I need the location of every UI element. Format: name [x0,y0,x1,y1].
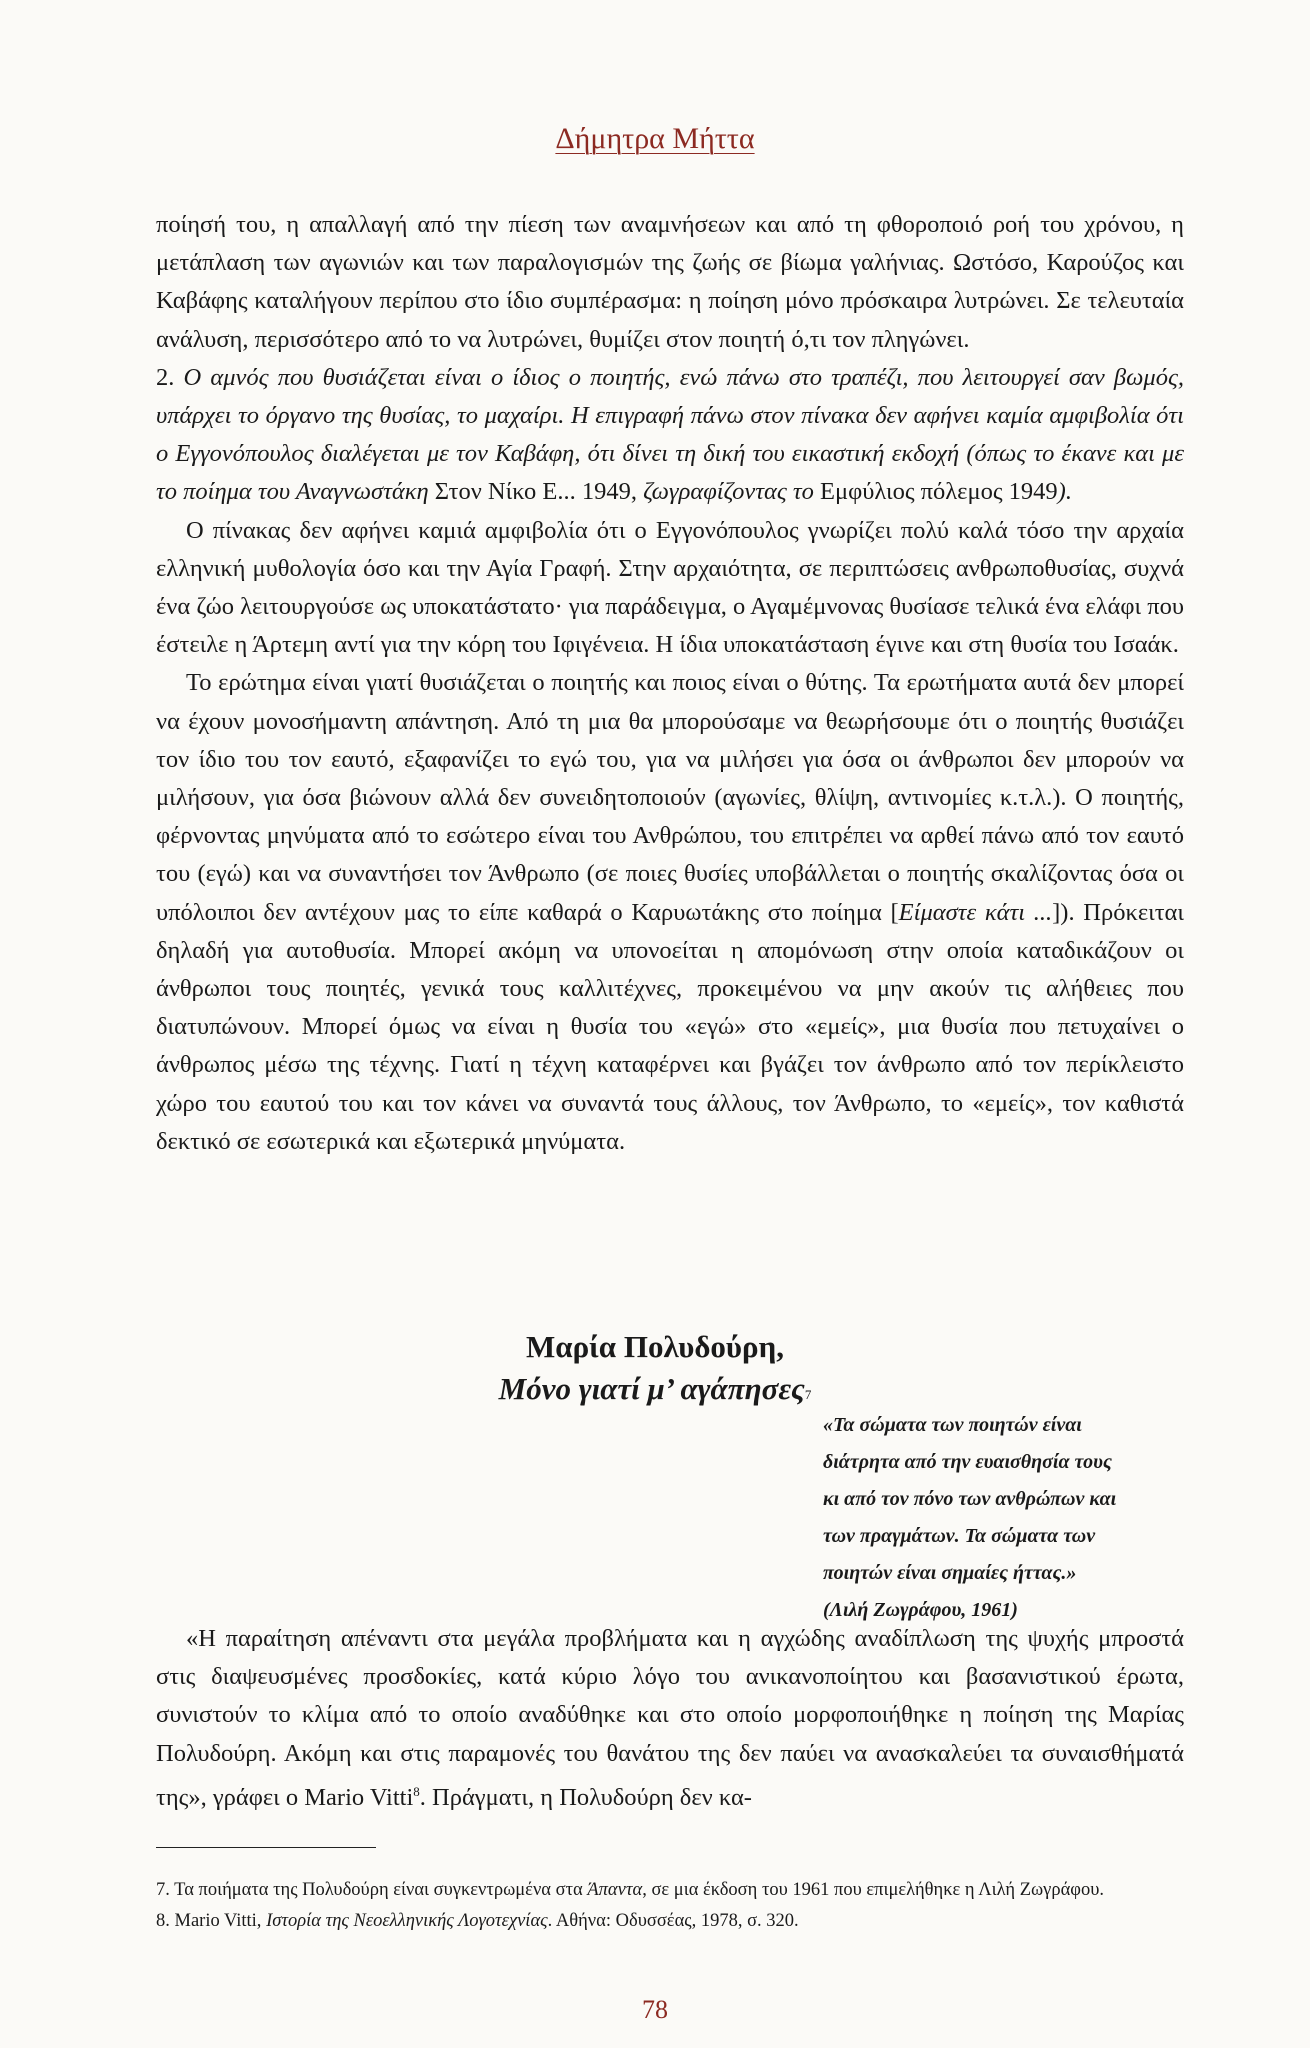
running-header: Δήμητρα Μήττα [555,122,755,155]
epigraph-line: ποιητών είναι σημαίες ήττας.» [823,1562,1077,1584]
epigraph [823,1407,1183,1629]
epigraph-line: κι από τον πόνο των ανθρώπων και [823,1488,1117,1510]
italic-text: Ο αμνός που θυσιάζεται είναι ο ίδιος ο ποιητής, ενώ πάνω στο τραπέζι, που λειτουργεί σαν βωμός, υπάρχει το όργανο της θυσίας, το μαχαίρι. Η επιγραφή πάνω στον πίνακα δεν αφήνει καμία αμφιβολία ότι ο Εγγονόπουλος διαλέγεται με τον Καβάφη, ότι δίνει τη δική του εικαστική εκδοχή (όπως το έκανε και με το ποίημα του Αναγνωστάκη [156,363,1185,506]
paragraph-text: Ο πίνακας δεν αφήνει καμιά αμφιβολία ότι ο Εγγονόπουλος γνωρίζει πολύ καλά τόσο την αρχαία ελληνική μυθολογία όσο και την Αγία Γραφή. Στην αρχαιότητα, σε περιπτώσεις ανθρωποθυσίας, συχνά ένα ζώο λειτουργούσε ως υποκατάστατο· για παράδειγμα, ο Αγαμέμνονας θυσίασε τελικά ένα ελάφι που έστειλε η Άρτεμη αντί για την κόρη του Ιφιγένεια. Η ίδια υποκατάσταση έγινε και στη θυσία του Ισαάκ. [156,516,1184,659]
painting-title-reference: Εμφύλιος πόλεμος 1949 [820,478,1058,506]
body-text-section-2 [156,1620,1184,1817]
section-heading [420,1326,890,1410]
footnote-text: . Αθήνα: Οδυσσέας, 1978, σ. 320. [547,1911,799,1931]
paragraph [156,206,1184,359]
paragraph-text: Το ερώτημα είναι γιατί θυσιάζεται ο ποιητής και ποιος είναι ο θύτης. Τα ερωτήματα αυτά δεν μπορεί να έχουν μονοσήμαντη απάντηση. Από τη μια θα μπορούσαμε να θεωρήσουμε ότι ο ποιητής θυσιάζει τον ίδιο του τον εαυτό, εξαφανίζει το εγώ του, για να μιλήσει για όσα οι άνθρωποι δεν μπορούν να μιλήσουν, για όσα βιώνουν αλλά δεν συνειδητοποιούν (αγωνίες, θλίψη, αντινομίες κ.τ.λ.). Ο ποιητής, φέρνοντας μηνύματα από το εσώτερο είναι του Ανθρώπου, του επιτρέπει να αρθεί πάνω από τον εαυτό του (εγώ) και να συναντήσει τον Άνθρωπο (σε ποιες θυσίες υποβάλλεται ο ποιητής σκαλίζοντας όσα οι υπόλοιποι δεν αντέχουν μας το είπε καθαρά ο Καρυωτάκης στο ποίημα [ [156,669,1184,926]
paragraph-text: . Πράγματι, η Πολυδούρη δεν κα- [419,1783,752,1811]
italic-text: ). [1057,478,1072,506]
paragraph-number: 2. [156,363,175,391]
paragraph [156,1620,1184,1817]
footnote-7 [156,1877,1184,1904]
paragraph-text: ]). Πρόκειται δηλαδή για αυτοθυσία. Μπορεί ακόμη να υπονοείται η απομόνωση στην οποία καταδικάζουν οι άνθρωποι τους ποιητές, γενικά τους καλλιτέχνες, προκειμένου να μην ακούν τις αλήθειες που διατυπώνουν. Μπορεί όμως να είναι η θυσία του «εγώ» στο «εμείς», μια θυσία που πετυχαίνει ο άνθρωπος μέσω της τέχνης. Γιατί η τέχνη καταφέρνει και βγάζει τον άνθρωπο από τον περίκλειστο χώρο του εαυτού του και τον κάνει να συναντά τους άλλους, τον Άνθρωπο, το «εμείς», τον καθιστά δεκτικό σε εσωτερικά και εξωτερικά μηνύματα. [156,898,1184,1155]
footnote-text: , σε μια έκδοση του 1961 που επιμελήθηκε η Λιλή Ζωγράφου. [642,1880,1104,1900]
footnote-italic: Ιστορία της Νεοελληνικής Λογοτεχνίας [266,1911,548,1931]
paragraph [156,664,1184,1161]
footnote-8 [156,1908,1184,1935]
footnote-text: 7. Τα ποιήματα της Πολυδούρη είναι συγκεντρωμένα στα [156,1880,588,1900]
italic-text: ζωγραφίζοντας το [643,478,814,506]
paragraph [156,512,1184,665]
footnote-text: 8. Mario Vitti, [156,1911,267,1931]
epigraph-line: των πραγμάτων. Τα σώματα των [823,1525,1096,1547]
footnote-ref[interactable]: 8 [413,1783,420,1799]
footnotes [156,1877,1184,1939]
poem-title-reference: Είμαστε κάτι ... [898,898,1053,926]
footnote-divider [156,1847,376,1848]
paragraph-numbered [156,359,1184,512]
epigraph-line: διάτρητα από την ευαισθησία τους [823,1451,1112,1473]
epigraph-line: «Τα σώματα των ποιητών είναι [823,1414,1082,1436]
epigraph-source: (Λιλή Ζωγράφου, 1961) [823,1599,1018,1621]
footnote-ref[interactable]: 7 [804,1387,812,1402]
poem-title-reference: Στον Νίκο Ε... 1949, [434,478,637,506]
page-number: 78 [642,1995,668,2024]
body-text-section-1 [156,206,1184,1161]
poem-title-text: Μόνο γιατί μ’ αγάπησες [498,1371,805,1406]
heading-poem-title [420,1368,890,1410]
paragraph-text: «Η παραίτηση απέναντι στα μεγάλα προβλήματα και η αγχώδης αναδίπλωση της ψυχής μπροστά στις διαψευσμένες προσδοκίες, κατά κύριο λόγο του ανικανοποίητου και βασανιστικού έρωτα, συνιστούν το κλίμα από το οποίο αναδύθηκε και στο οποίο μορφοποιήθηκε η ποίηση της Μαρίας Πολυδούρη. Ακόμη και στις παραμονές του θανάτου της δεν παύει να ανασκαλεύει τα συναισθήματά της», γράφει ο Mario Vitti [156,1625,1184,1811]
heading-author: Μαρία Πολυδούρη, [526,1329,784,1364]
footnote-italic: Άπαντα [587,1880,643,1900]
paragraph-text: ποίησή του, η απαλλαγή από την πίεση των αναμνήσεων και από τη φθοροποιό ροή του χρόνου, η μετάπλαση των αγωνιών και των παραλογισμών της ζωής σε βίωμα γαλήνιας. Ωστόσο, Καρούζος και Καβάφης καταλήγουν περίπου στο ίδιο συμπέρασμα: η ποίηση μόνο πρόσκαιρα λυτρώνει. Σε τελευταία ανάλυση, περισσότερο από το να λυτρώνει, θυμίζει στον ποιητή ό,τι τον πληγώνει. [156,211,1184,353]
